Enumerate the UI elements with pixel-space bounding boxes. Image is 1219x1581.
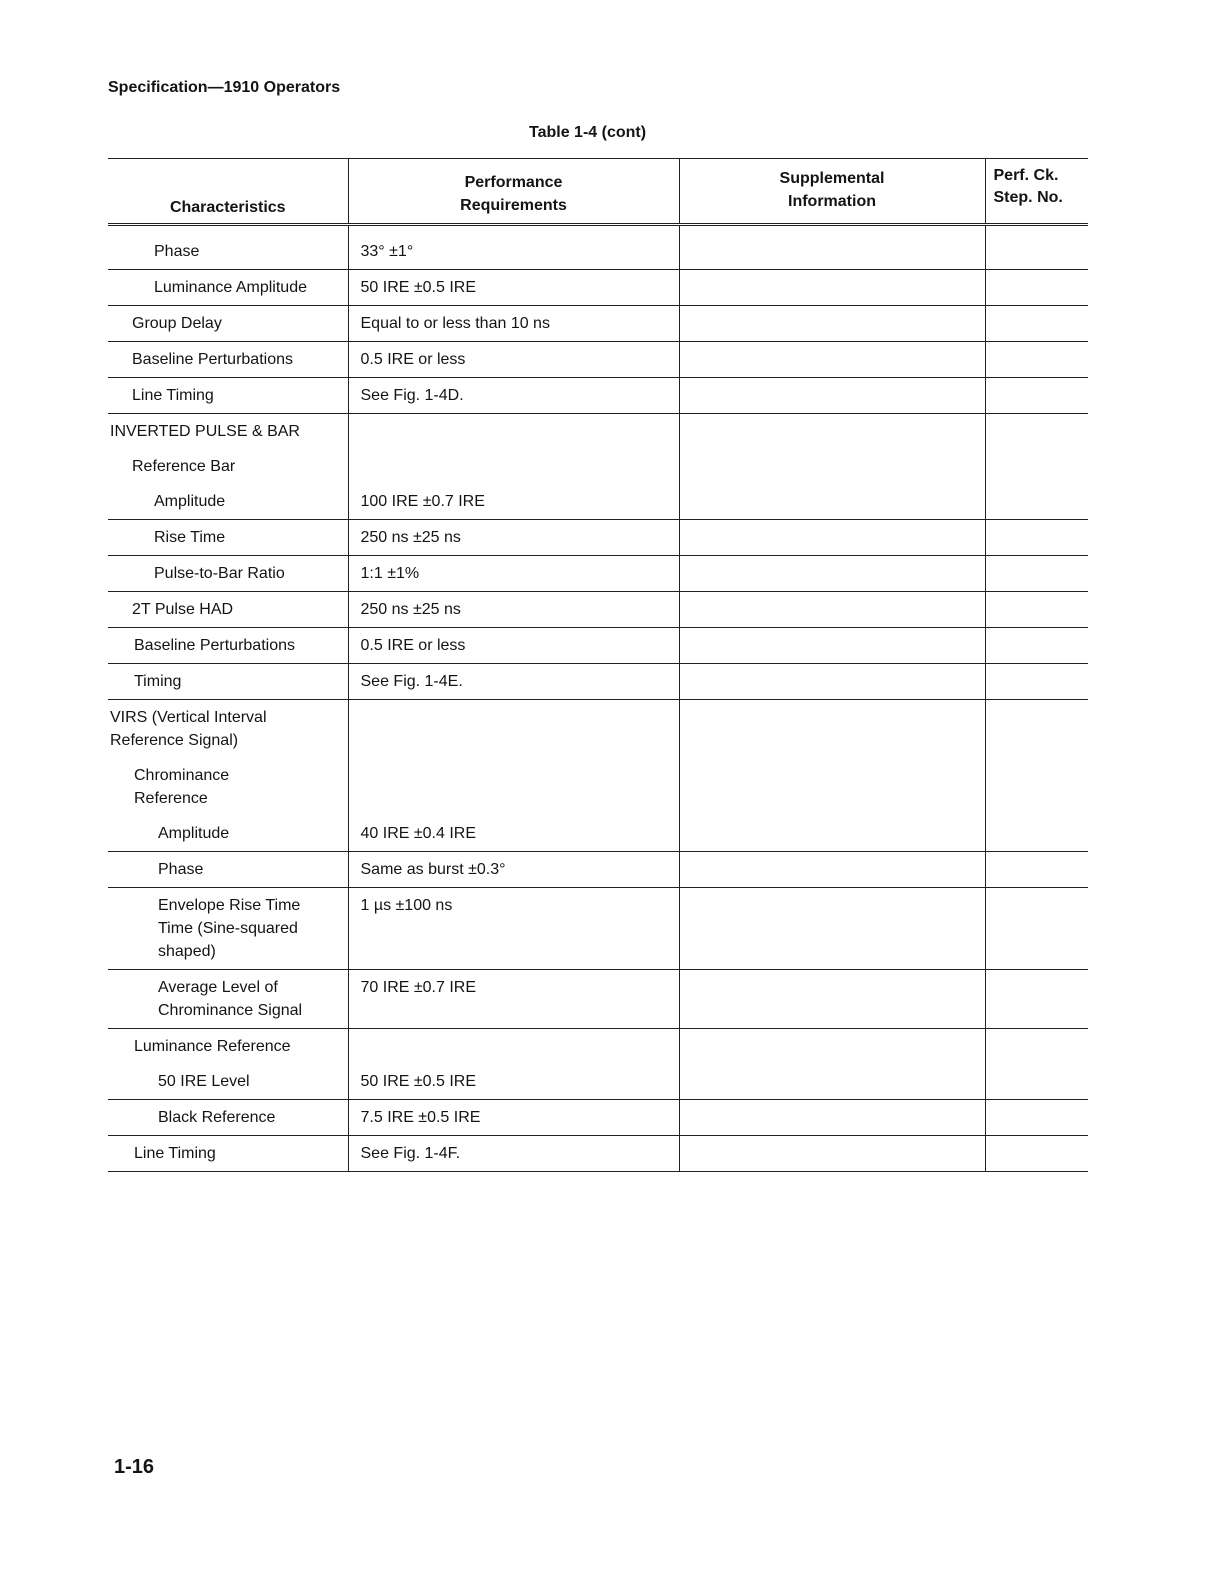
supplemental-information-cell <box>679 888 985 970</box>
perf-ck-step-cell <box>985 484 1088 520</box>
supplemental-information-cell <box>679 1029 985 1065</box>
characteristic-line: Chrominance <box>134 767 230 784</box>
performance-requirement-cell: 0.5 IRE or less <box>348 628 679 664</box>
supplemental-information-cell <box>679 556 985 592</box>
table-row <box>108 1029 1088 1065</box>
characteristic-cell: Amplitude <box>108 816 348 852</box>
characteristic-cell: Amplitude <box>108 484 348 520</box>
header-line: Requirements <box>460 197 567 214</box>
perf-ck-step-cell <box>985 270 1088 306</box>
supplemental-information-cell <box>679 758 985 816</box>
performance-requirement-cell: See Fig. 1-4D. <box>348 378 679 414</box>
supplemental-information-cell <box>679 342 985 378</box>
performance-requirement-cell: 50 IRE ±0.5 IRE <box>348 270 679 306</box>
table-title: Table 1-4 (cont) <box>529 124 647 141</box>
perf-ck-step-cell <box>985 592 1088 628</box>
header-line: Perf. Ck. <box>993 167 1059 184</box>
characteristic-cell <box>108 758 348 816</box>
performance-requirement-cell: 0.5 IRE or less <box>348 342 679 378</box>
characteristic-cell: Baseline Perturbations <box>108 342 348 378</box>
performance-requirement-cell <box>348 700 679 759</box>
performance-requirement-cell <box>348 449 679 484</box>
supplemental-information-cell <box>679 1064 985 1100</box>
header-line: Step. No. <box>993 189 1063 206</box>
column-header-characteristics <box>108 159 348 225</box>
characteristic-cell: Phase <box>108 225 348 270</box>
perf-ck-step-cell <box>985 225 1088 270</box>
table-row <box>108 970 1088 1029</box>
table-row <box>108 342 1088 378</box>
table-row <box>108 852 1088 888</box>
supplemental-information-cell <box>679 1100 985 1136</box>
supplemental-information-cell <box>679 225 985 270</box>
column-header-performance-requirements <box>348 159 679 225</box>
perf-ck-step-cell <box>985 449 1088 484</box>
performance-requirement-cell: 250 ns ±25 ns <box>348 592 679 628</box>
characteristic-cell: Line Timing <box>108 378 348 414</box>
table-row <box>108 664 1088 700</box>
perf-ck-step-cell <box>985 1136 1088 1172</box>
characteristic-cell <box>108 700 348 759</box>
characteristic-line: Time (Sine-squared <box>158 920 298 937</box>
table-row <box>108 816 1088 852</box>
supplemental-information-cell <box>679 852 985 888</box>
table-row <box>108 414 1088 450</box>
characteristic-cell: Luminance Reference <box>134 1038 291 1055</box>
perf-ck-step-cell <box>985 888 1088 970</box>
table-row <box>108 888 1088 970</box>
performance-requirement-cell: See Fig. 1-4E. <box>348 664 679 700</box>
performance-requirement-cell: 40 IRE ±0.4 IRE <box>348 816 679 852</box>
column-header-perf-ck-step-no <box>985 159 1088 225</box>
characteristic-line: shaped) <box>158 943 216 960</box>
perf-ck-step-cell <box>985 816 1088 852</box>
performance-requirement-cell: 250 ns ±25 ns <box>348 520 679 556</box>
characteristic-cell: Line Timing <box>108 1136 348 1172</box>
performance-requirement-cell: Same as burst ±0.3° <box>348 852 679 888</box>
supplemental-information-cell <box>679 592 985 628</box>
supplemental-information-cell <box>679 970 985 1029</box>
characteristic-cell: Group Delay <box>108 306 348 342</box>
characteristic-cell: INVERTED PULSE & BAR <box>110 423 300 440</box>
perf-ck-step-cell <box>985 758 1088 816</box>
table-row <box>108 628 1088 664</box>
characteristic-cell: Phase <box>108 852 348 888</box>
specification-table <box>108 158 1088 1172</box>
characteristic-cell: Black Reference <box>108 1100 348 1136</box>
performance-requirement-cell <box>348 758 679 816</box>
characteristic-cell <box>108 970 348 1029</box>
table-row <box>108 758 1088 816</box>
perf-ck-step-cell <box>985 852 1088 888</box>
supplemental-information-cell <box>679 700 985 759</box>
table-row <box>108 270 1088 306</box>
table-row <box>108 1100 1088 1136</box>
performance-requirement-cell <box>348 414 679 450</box>
performance-requirement-cell: 100 IRE ±0.7 IRE <box>348 484 679 520</box>
perf-ck-step-cell <box>985 1100 1088 1136</box>
characteristic-cell: Pulse-to-Bar Ratio <box>108 556 348 592</box>
perf-ck-step-cell <box>985 700 1088 759</box>
perf-ck-step-cell <box>985 520 1088 556</box>
characteristic-cell: Rise Time <box>108 520 348 556</box>
page-number: 1-16 <box>114 1456 155 1478</box>
characteristic-line: Envelope Rise Time <box>158 897 301 914</box>
supplemental-information-cell <box>679 628 985 664</box>
characteristic-line: VIRS (Vertical Interval <box>110 709 267 726</box>
table-header-row <box>108 159 1088 225</box>
table-row <box>108 378 1088 414</box>
supplemental-information-cell <box>679 484 985 520</box>
table-row <box>108 306 1088 342</box>
perf-ck-step-cell <box>985 556 1088 592</box>
page-header: Specification—1910 Operators <box>108 79 341 96</box>
performance-requirement-cell: 50 IRE ±0.5 IRE <box>348 1064 679 1100</box>
header-line: Characteristics <box>169 199 286 216</box>
characteristic-cell: Reference Bar <box>132 458 236 475</box>
table-row <box>108 484 1088 520</box>
supplemental-information-cell <box>679 378 985 414</box>
table-body <box>108 225 1088 1172</box>
performance-requirement-cell: 70 IRE ±0.7 IRE <box>348 970 679 1029</box>
characteristic-line: Chrominance Signal <box>158 1002 303 1019</box>
performance-requirement-cell: See Fig. 1-4F. <box>348 1136 679 1172</box>
table-row <box>108 225 1088 270</box>
characteristic-line: Average Level of <box>158 979 278 996</box>
supplemental-information-cell <box>679 306 985 342</box>
supplemental-information-cell <box>679 449 985 484</box>
table-row <box>108 1136 1088 1172</box>
table-row <box>108 592 1088 628</box>
table-row <box>108 1064 1088 1100</box>
supplemental-information-cell <box>679 270 985 306</box>
perf-ck-step-cell <box>985 970 1088 1029</box>
characteristic-cell: Timing <box>108 664 348 700</box>
performance-requirement-cell: 33° ±1° <box>348 225 679 270</box>
characteristic-cell: Baseline Perturbations <box>108 628 348 664</box>
characteristic-line: Reference Signal) <box>110 732 239 749</box>
header-line: Information <box>788 193 876 210</box>
perf-ck-step-cell <box>985 342 1088 378</box>
header-line: Performance <box>464 174 563 191</box>
performance-requirement-cell: 1:1 ±1% <box>348 556 679 592</box>
characteristic-cell: Luminance Amplitude <box>108 270 348 306</box>
performance-requirement-cell: 7.5 IRE ±0.5 IRE <box>348 1100 679 1136</box>
characteristic-cell: 50 IRE Level <box>108 1064 348 1100</box>
perf-ck-step-cell <box>985 378 1088 414</box>
perf-ck-step-cell <box>985 1064 1088 1100</box>
column-header-supplemental-information <box>679 159 985 225</box>
characteristic-cell <box>108 888 348 970</box>
supplemental-information-cell <box>679 664 985 700</box>
perf-ck-step-cell <box>985 664 1088 700</box>
characteristic-line: Reference <box>134 790 208 807</box>
supplemental-information-cell <box>679 1136 985 1172</box>
perf-ck-step-cell <box>985 1029 1088 1065</box>
supplemental-information-cell <box>679 520 985 556</box>
perf-ck-step-cell <box>985 306 1088 342</box>
table-row <box>108 520 1088 556</box>
supplemental-information-cell <box>679 816 985 852</box>
table-row <box>108 449 1088 484</box>
perf-ck-step-cell <box>985 628 1088 664</box>
table-row <box>108 556 1088 592</box>
performance-requirement-cell <box>348 1029 679 1065</box>
table-row <box>108 700 1088 759</box>
supplemental-information-cell <box>679 414 985 450</box>
header-line: Supplemental <box>779 170 885 187</box>
performance-requirement-cell: 1 µs ±100 ns <box>348 888 679 970</box>
perf-ck-step-cell <box>985 414 1088 450</box>
performance-requirement-cell: Equal to or less than 10 ns <box>348 306 679 342</box>
characteristic-cell: 2T Pulse HAD <box>108 592 348 628</box>
